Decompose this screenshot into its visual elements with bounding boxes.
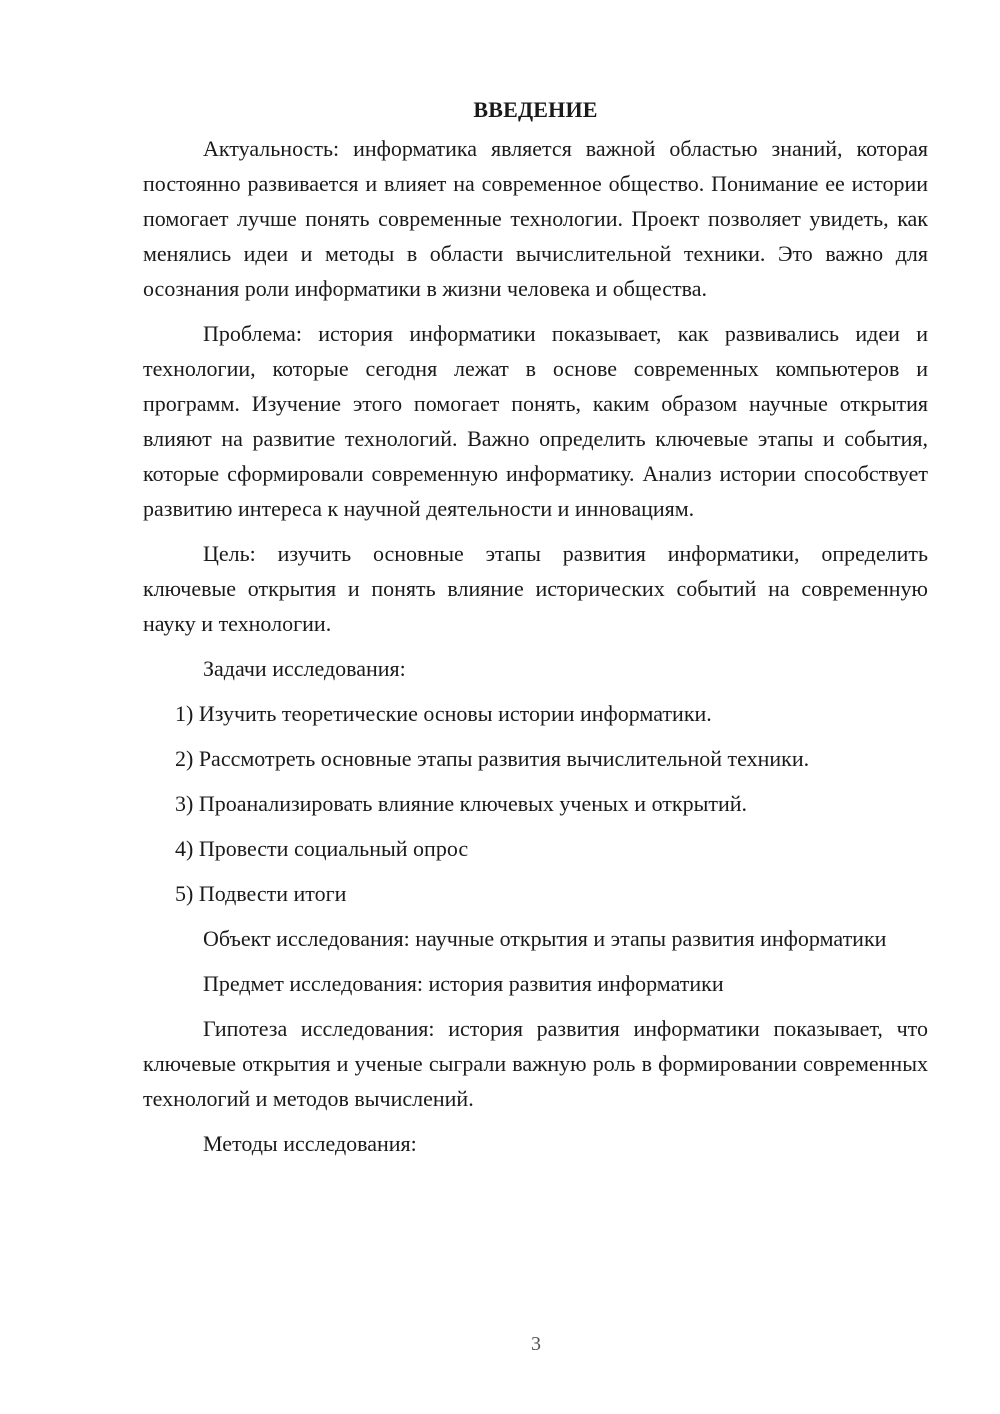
- page-number: 3: [531, 1333, 541, 1355]
- paragraph-hypothesis: Гипотеза исследования: история развития информатики показывает, что ключевые открытия и ученые сыграли важную роль в формировании современных технологий и методов вычислений.: [143, 1016, 928, 1111]
- paragraph-problem: Проблема: история информатики показывает, как развивались идеи и технологии, которые сегодня лежат в основе современных компьютеров и программ. Изучение этого помогает понять, каким образом научные открытия влияют на развитие технологий. Важно определить ключевые этапы и события, которые сформировали современную информатику. Анализ истории способствует развитию интереса к научной деятельности и инновациям.: [143, 321, 928, 521]
- paragraph-relevance: Актуальность: информатика является важной областью знаний, которая постоянно развивается и влияет на современное общество. Понимание ее истории помогает лучше понять современные технологии. Проект позволяет увидеть, как менялись идеи и методы в области вычислительной техники. Это важно для осознания роли информатики в жизни человека и общества.: [143, 136, 928, 301]
- paragraph-goal: Цель: изучить основные этапы развития информатики, определить ключевые открытия и понять влияние исторических событий на современную науку и технологии.: [143, 541, 928, 636]
- tasks-list: [143, 696, 928, 911]
- task-item: 4) Провести социальный опрос: [175, 836, 469, 861]
- tasks-heading: Задачи исследования:: [203, 656, 406, 681]
- methods-heading: Методы исследования:: [203, 1131, 417, 1156]
- paragraph-subject: Предмет исследования: история развития информатики: [203, 971, 724, 996]
- section-title: ВВЕДЕНИЕ: [473, 97, 598, 122]
- task-item: 3) Проанализировать влияние ключевых ученых и открытий.: [175, 791, 748, 816]
- page-content: [143, 92, 928, 1171]
- paragraph-object: Объект исследования: научные открытия и этапы развития информатики: [203, 926, 887, 951]
- task-item: 2) Рассмотреть основные этапы развития вычислительной техники.: [175, 746, 810, 771]
- task-item: 5) Подвести итоги: [175, 881, 347, 906]
- task-item: 1) Изучить теоретические основы истории информатики.: [175, 701, 712, 726]
